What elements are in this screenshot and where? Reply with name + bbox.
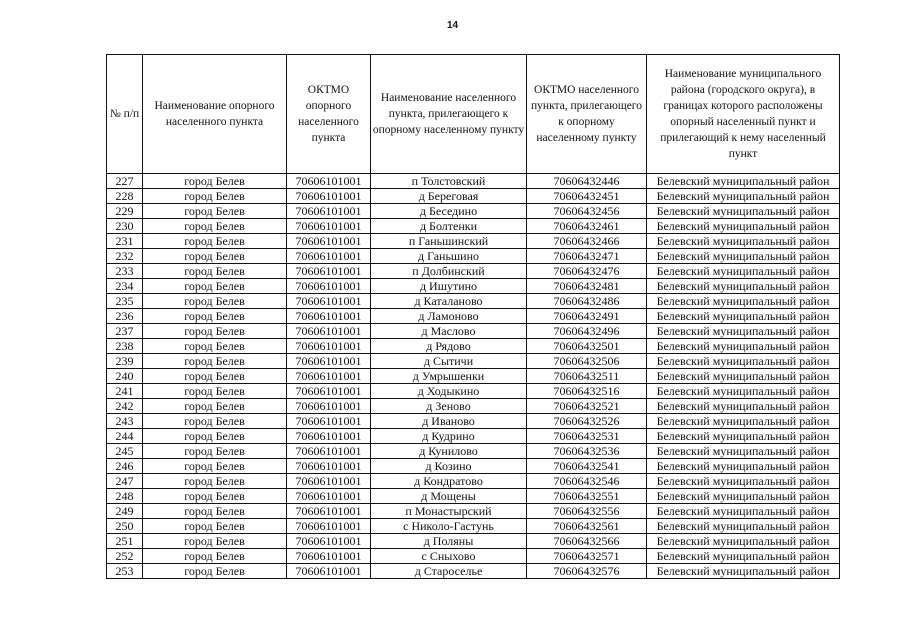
table-row [107, 459, 840, 474]
cell-oktmo-adjacent: 70606432471 [527, 249, 647, 264]
cell-num: 253 [107, 564, 143, 579]
header-center-settlement: Наименование опорного населенного пункта [143, 55, 287, 174]
cell-num: 243 [107, 414, 143, 429]
cell-oktmo-center: 70606101001 [287, 444, 371, 459]
cell-adjacent-settlement: д Береговая [371, 189, 527, 204]
cell-district: Белевский муниципальный район [647, 444, 840, 459]
cell-center-settlement: город Белев [143, 459, 287, 474]
cell-num: 246 [107, 459, 143, 474]
cell-num: 239 [107, 354, 143, 369]
cell-center-settlement: город Белев [143, 339, 287, 354]
table-row [107, 549, 840, 564]
table-row [107, 519, 840, 534]
cell-district: Белевский муниципальный район [647, 189, 840, 204]
cell-num: 230 [107, 219, 143, 234]
header-oktmo-adjacent: ОКТМО населенного пункта, прилегающего к опорному населенному пункту [527, 55, 647, 174]
cell-center-settlement: город Белев [143, 294, 287, 309]
table-row [107, 339, 840, 354]
cell-center-settlement: город Белев [143, 474, 287, 489]
cell-num: 234 [107, 279, 143, 294]
cell-oktmo-center: 70606101001 [287, 399, 371, 414]
cell-oktmo-center: 70606101001 [287, 369, 371, 384]
cell-district: Белевский муниципальный район [647, 519, 840, 534]
cell-district: Белевский муниципальный район [647, 354, 840, 369]
cell-oktmo-adjacent: 70606432531 [527, 429, 647, 444]
table-row [107, 384, 840, 399]
cell-oktmo-adjacent: 70606432451 [527, 189, 647, 204]
cell-adjacent-settlement: д Ганьшино [371, 249, 527, 264]
cell-district: Белевский муниципальный район [647, 324, 840, 339]
cell-adjacent-settlement: с Сныхово [371, 549, 527, 564]
header-district: Наименование муниципального района (городского округа), в границах которого расположены опорный населенный пункт и прилегающий к нему населенный пункт [647, 55, 840, 174]
header-adjacent-settlement: Наименование населенного пункта, прилегающего к опорному населенному пункту [371, 55, 527, 174]
cell-num: 249 [107, 504, 143, 519]
cell-num: 244 [107, 429, 143, 444]
cell-district: Белевский муниципальный район [647, 369, 840, 384]
cell-district: Белевский муниципальный район [647, 399, 840, 414]
cell-adjacent-settlement: д Болтенки [371, 219, 527, 234]
cell-center-settlement: город Белев [143, 489, 287, 504]
cell-num: 236 [107, 309, 143, 324]
cell-num: 235 [107, 294, 143, 309]
cell-center-settlement: город Белев [143, 249, 287, 264]
table-row [107, 264, 840, 279]
cell-oktmo-center: 70606101001 [287, 279, 371, 294]
cell-oktmo-center: 70606101001 [287, 309, 371, 324]
cell-district: Белевский муниципальный район [647, 459, 840, 474]
cell-oktmo-center: 70606101001 [287, 264, 371, 279]
cell-oktmo-center: 70606101001 [287, 474, 371, 489]
cell-center-settlement: город Белев [143, 429, 287, 444]
cell-oktmo-adjacent: 70606432496 [527, 324, 647, 339]
table-row [107, 444, 840, 459]
cell-num: 238 [107, 339, 143, 354]
table-row [107, 564, 840, 579]
cell-center-settlement: город Белев [143, 354, 287, 369]
cell-adjacent-settlement: п Долбинский [371, 264, 527, 279]
cell-center-settlement: город Белев [143, 414, 287, 429]
cell-oktmo-adjacent: 70606432521 [527, 399, 647, 414]
cell-oktmo-center: 70606101001 [287, 414, 371, 429]
cell-oktmo-adjacent: 70606432526 [527, 414, 647, 429]
cell-num: 245 [107, 444, 143, 459]
cell-oktmo-adjacent: 70606432461 [527, 219, 647, 234]
cell-num: 250 [107, 519, 143, 534]
cell-oktmo-adjacent: 70606432576 [527, 564, 647, 579]
cell-oktmo-center: 70606101001 [287, 324, 371, 339]
table-row [107, 294, 840, 309]
cell-adjacent-settlement: д Каталаново [371, 294, 527, 309]
cell-oktmo-center: 70606101001 [287, 174, 371, 189]
cell-num: 251 [107, 534, 143, 549]
cell-oktmo-adjacent: 70606432506 [527, 354, 647, 369]
cell-district: Белевский муниципальный район [647, 384, 840, 399]
cell-oktmo-adjacent: 70606432511 [527, 369, 647, 384]
cell-district: Белевский муниципальный район [647, 204, 840, 219]
table-row [107, 234, 840, 249]
cell-num: 227 [107, 174, 143, 189]
cell-oktmo-adjacent: 70606432536 [527, 444, 647, 459]
cell-center-settlement: город Белев [143, 189, 287, 204]
cell-center-settlement: город Белев [143, 174, 287, 189]
cell-oktmo-adjacent: 70606432556 [527, 504, 647, 519]
cell-adjacent-settlement: д Кондратово [371, 474, 527, 489]
cell-oktmo-center: 70606101001 [287, 234, 371, 249]
table-row [107, 309, 840, 324]
table-header-row [107, 55, 840, 174]
cell-district: Белевский муниципальный район [647, 549, 840, 564]
cell-center-settlement: город Белев [143, 399, 287, 414]
settlements-table [106, 54, 840, 579]
cell-adjacent-settlement: д Рядово [371, 339, 527, 354]
cell-oktmo-center: 70606101001 [287, 249, 371, 264]
cell-oktmo-adjacent: 70606432466 [527, 234, 647, 249]
table-row [107, 414, 840, 429]
cell-oktmo-center: 70606101001 [287, 504, 371, 519]
cell-center-settlement: город Белев [143, 264, 287, 279]
cell-center-settlement: город Белев [143, 279, 287, 294]
cell-oktmo-center: 70606101001 [287, 219, 371, 234]
cell-center-settlement: город Белев [143, 519, 287, 534]
cell-num: 240 [107, 369, 143, 384]
cell-num: 229 [107, 204, 143, 219]
cell-center-settlement: город Белев [143, 444, 287, 459]
cell-oktmo-center: 70606101001 [287, 429, 371, 444]
cell-center-settlement: город Белев [143, 384, 287, 399]
cell-oktmo-adjacent: 70606432546 [527, 474, 647, 489]
cell-oktmo-adjacent: 70606432561 [527, 519, 647, 534]
cell-oktmo-adjacent: 70606432551 [527, 489, 647, 504]
cell-adjacent-settlement: д Сытичи [371, 354, 527, 369]
cell-district: Белевский муниципальный район [647, 174, 840, 189]
table-row [107, 354, 840, 369]
cell-oktmo-adjacent: 70606432541 [527, 459, 647, 474]
cell-district: Белевский муниципальный район [647, 264, 840, 279]
cell-adjacent-settlement: д Кудрино [371, 429, 527, 444]
page-number: 14 [446, 20, 459, 31]
cell-num: 248 [107, 489, 143, 504]
cell-adjacent-settlement: д Староселье [371, 564, 527, 579]
cell-center-settlement: город Белев [143, 564, 287, 579]
cell-oktmo-adjacent: 70606432446 [527, 174, 647, 189]
table-row [107, 489, 840, 504]
cell-center-settlement: город Белев [143, 219, 287, 234]
cell-adjacent-settlement: с Николо-Гастунь [371, 519, 527, 534]
cell-oktmo-center: 70606101001 [287, 459, 371, 474]
cell-num: 242 [107, 399, 143, 414]
cell-oktmo-center: 70606101001 [287, 294, 371, 309]
cell-oktmo-adjacent: 70606432486 [527, 294, 647, 309]
cell-oktmo-center: 70606101001 [287, 204, 371, 219]
cell-adjacent-settlement: п Толстовский [371, 174, 527, 189]
cell-district: Белевский муниципальный район [647, 294, 840, 309]
cell-oktmo-center: 70606101001 [287, 189, 371, 204]
cell-adjacent-settlement: д Умрышенки [371, 369, 527, 384]
cell-district: Белевский муниципальный район [647, 249, 840, 264]
table-row [107, 189, 840, 204]
cell-district: Белевский муниципальный район [647, 279, 840, 294]
table-row [107, 174, 840, 189]
header-num: № п/п [107, 55, 143, 174]
cell-num: 228 [107, 189, 143, 204]
cell-center-settlement: город Белев [143, 234, 287, 249]
cell-district: Белевский муниципальный район [647, 234, 840, 249]
cell-center-settlement: город Белев [143, 324, 287, 339]
cell-oktmo-adjacent: 70606432491 [527, 309, 647, 324]
table-row [107, 249, 840, 264]
cell-adjacent-settlement: д Зеново [371, 399, 527, 414]
cell-center-settlement: город Белев [143, 369, 287, 384]
cell-adjacent-settlement: п Монастырский [371, 504, 527, 519]
cell-oktmo-center: 70606101001 [287, 549, 371, 564]
cell-adjacent-settlement: д Поляны [371, 534, 527, 549]
cell-num: 233 [107, 264, 143, 279]
header-oktmo-center: ОКТМО опорного населенного пункта [287, 55, 371, 174]
cell-adjacent-settlement: д Беседино [371, 204, 527, 219]
cell-num: 231 [107, 234, 143, 249]
cell-center-settlement: город Белев [143, 309, 287, 324]
cell-oktmo-center: 70606101001 [287, 489, 371, 504]
cell-oktmo-center: 70606101001 [287, 384, 371, 399]
cell-num: 241 [107, 384, 143, 399]
table-row [107, 429, 840, 444]
table-row [107, 504, 840, 519]
cell-district: Белевский муниципальный район [647, 489, 840, 504]
table-row [107, 324, 840, 339]
cell-adjacent-settlement: д Иваново [371, 414, 527, 429]
cell-oktmo-adjacent: 70606432476 [527, 264, 647, 279]
cell-adjacent-settlement: д Маслово [371, 324, 527, 339]
cell-oktmo-adjacent: 70606432571 [527, 549, 647, 564]
cell-adjacent-settlement: д Ишутино [371, 279, 527, 294]
cell-district: Белевский муниципальный район [647, 429, 840, 444]
cell-district: Белевский муниципальный район [647, 339, 840, 354]
cell-oktmo-center: 70606101001 [287, 519, 371, 534]
table-row [107, 399, 840, 414]
table-body [107, 174, 840, 579]
cell-adjacent-settlement: д Кунилово [371, 444, 527, 459]
cell-num: 237 [107, 324, 143, 339]
table-row [107, 474, 840, 489]
cell-oktmo-adjacent: 70606432501 [527, 339, 647, 354]
cell-adjacent-settlement: д Ходыкино [371, 384, 527, 399]
cell-district: Белевский муниципальный район [647, 219, 840, 234]
table-row [107, 534, 840, 549]
cell-center-settlement: город Белев [143, 504, 287, 519]
cell-district: Белевский муниципальный район [647, 504, 840, 519]
table-row [107, 279, 840, 294]
cell-district: Белевский муниципальный район [647, 534, 840, 549]
cell-adjacent-settlement: д Ламоново [371, 309, 527, 324]
cell-oktmo-center: 70606101001 [287, 534, 371, 549]
cell-oktmo-adjacent: 70606432456 [527, 204, 647, 219]
cell-num: 247 [107, 474, 143, 489]
cell-oktmo-center: 70606101001 [287, 354, 371, 369]
cell-oktmo-center: 70606101001 [287, 564, 371, 579]
table-row [107, 219, 840, 234]
cell-oktmo-adjacent: 70606432481 [527, 279, 647, 294]
table-row [107, 369, 840, 384]
cell-district: Белевский муниципальный район [647, 309, 840, 324]
cell-district: Белевский муниципальный район [647, 414, 840, 429]
cell-oktmo-center: 70606101001 [287, 339, 371, 354]
cell-num: 252 [107, 549, 143, 564]
cell-adjacent-settlement: п Ганьшинский [371, 234, 527, 249]
cell-adjacent-settlement: д Мощены [371, 489, 527, 504]
cell-oktmo-adjacent: 70606432516 [527, 384, 647, 399]
cell-district: Белевский муниципальный район [647, 474, 840, 489]
cell-district: Белевский муниципальный район [647, 564, 840, 579]
cell-center-settlement: город Белев [143, 549, 287, 564]
cell-center-settlement: город Белев [143, 534, 287, 549]
cell-adjacent-settlement: д Козино [371, 459, 527, 474]
cell-oktmo-adjacent: 70606432566 [527, 534, 647, 549]
cell-num: 232 [107, 249, 143, 264]
cell-center-settlement: город Белев [143, 204, 287, 219]
table-row [107, 204, 840, 219]
